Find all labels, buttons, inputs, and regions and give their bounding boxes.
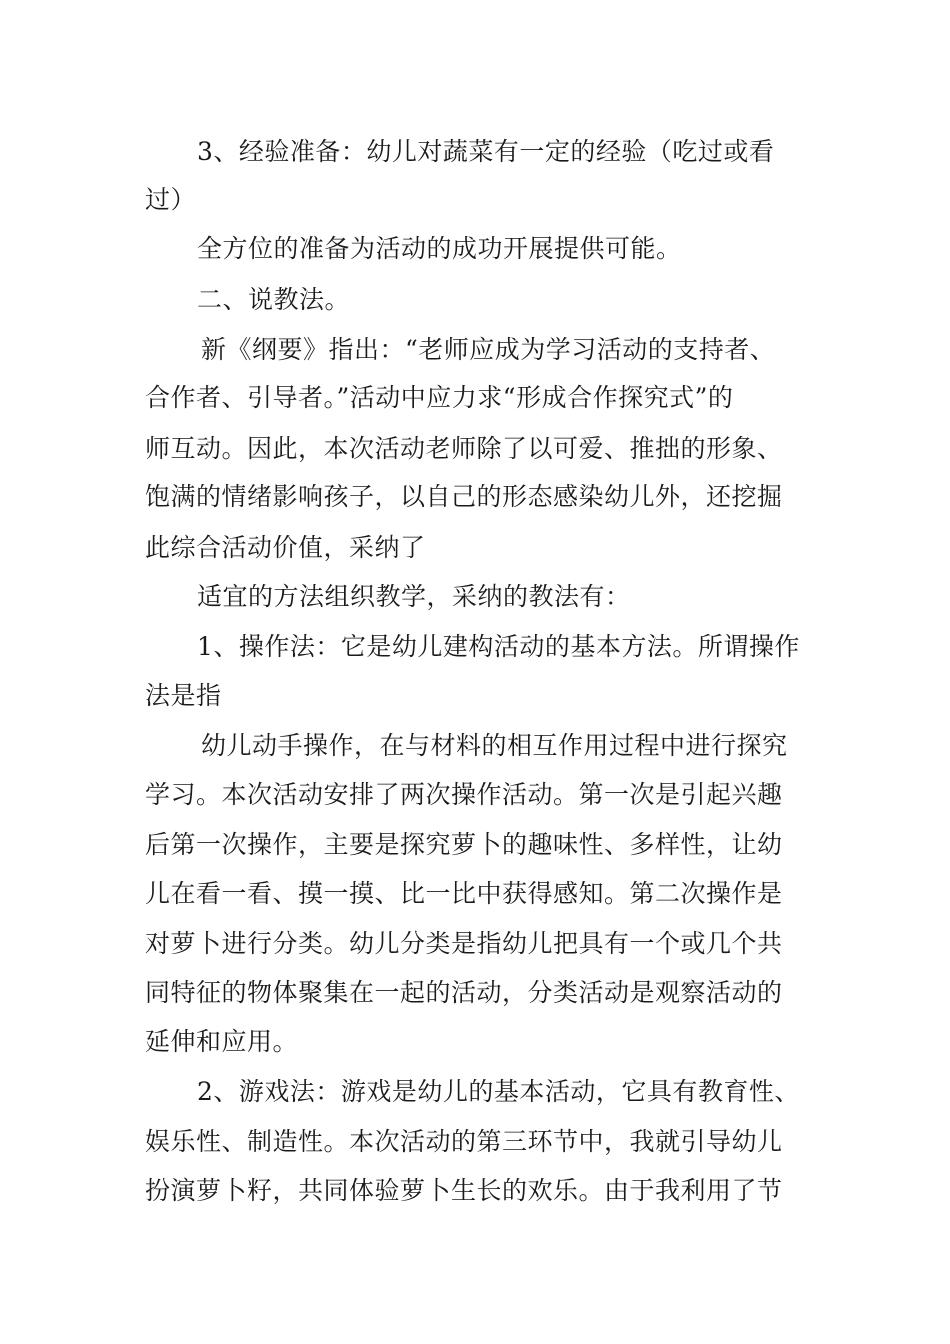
text-line: 娱乐性、制造性。本次活动的第三环节中，我就引导幼儿	[145, 1127, 783, 1156]
text-line: 同特征的物体聚集在一起的活动，分类活动是观察活动的	[145, 978, 783, 1007]
text-line: 延伸和应用。	[145, 1027, 299, 1056]
text-line: 2、游戏法：游戏是幼儿的基本活动，它具有教育性、	[197, 1077, 800, 1106]
text-line: 全方位的准备为活动的成功开展提供可能。	[197, 234, 682, 263]
text-line: 幼儿动手操作，在与材料的相互作用过程中进行探究	[201, 731, 788, 760]
text-line: 学习。本次活动安排了两次操作活动。第一次是引起兴趣	[145, 780, 783, 809]
text-line: 饱满的情绪影响孩子，以自己的形态感染幼儿外，还挖掘	[145, 482, 783, 511]
text-line: 二、说教法。	[197, 285, 351, 314]
text-line: 新《纲要》指出：“老师应成为学习活动的支持者、	[201, 335, 776, 364]
text-line: 合作者、引导者。”活动中应力求“形成合作探究式”的	[145, 383, 734, 412]
text-line: 扮演萝卜籽，共同体验萝卜生长的欢乐。由于我利用了节	[145, 1176, 783, 1205]
text-line: 此综合活动价值，采纳了	[145, 533, 426, 562]
text-line: 法是指	[145, 681, 222, 710]
text-line: 适宜的方法组织教学，采纳的教法有：	[197, 582, 631, 611]
text-line: 过）	[145, 185, 197, 214]
text-line: 儿在看一看、摸一摸、比一比中获得感知。第二次操作是	[145, 879, 783, 908]
text-line: 3、经验准备：幼儿对蔬菜有一定的经验（吃过或看	[197, 137, 775, 166]
text-line: 师互动。因此，本次活动老师除了以可爱、推拙的形象、	[145, 434, 783, 463]
text-line: 后第一次操作，主要是探究萝卜的趣味性、多样性，让幼	[145, 830, 783, 859]
text-line: 1、操作法：它是幼儿建构活动的基本方法。所谓操作	[197, 632, 800, 661]
text-line: 对萝卜进行分类。幼儿分类是指幼儿把具有一个或几个共	[145, 929, 783, 958]
